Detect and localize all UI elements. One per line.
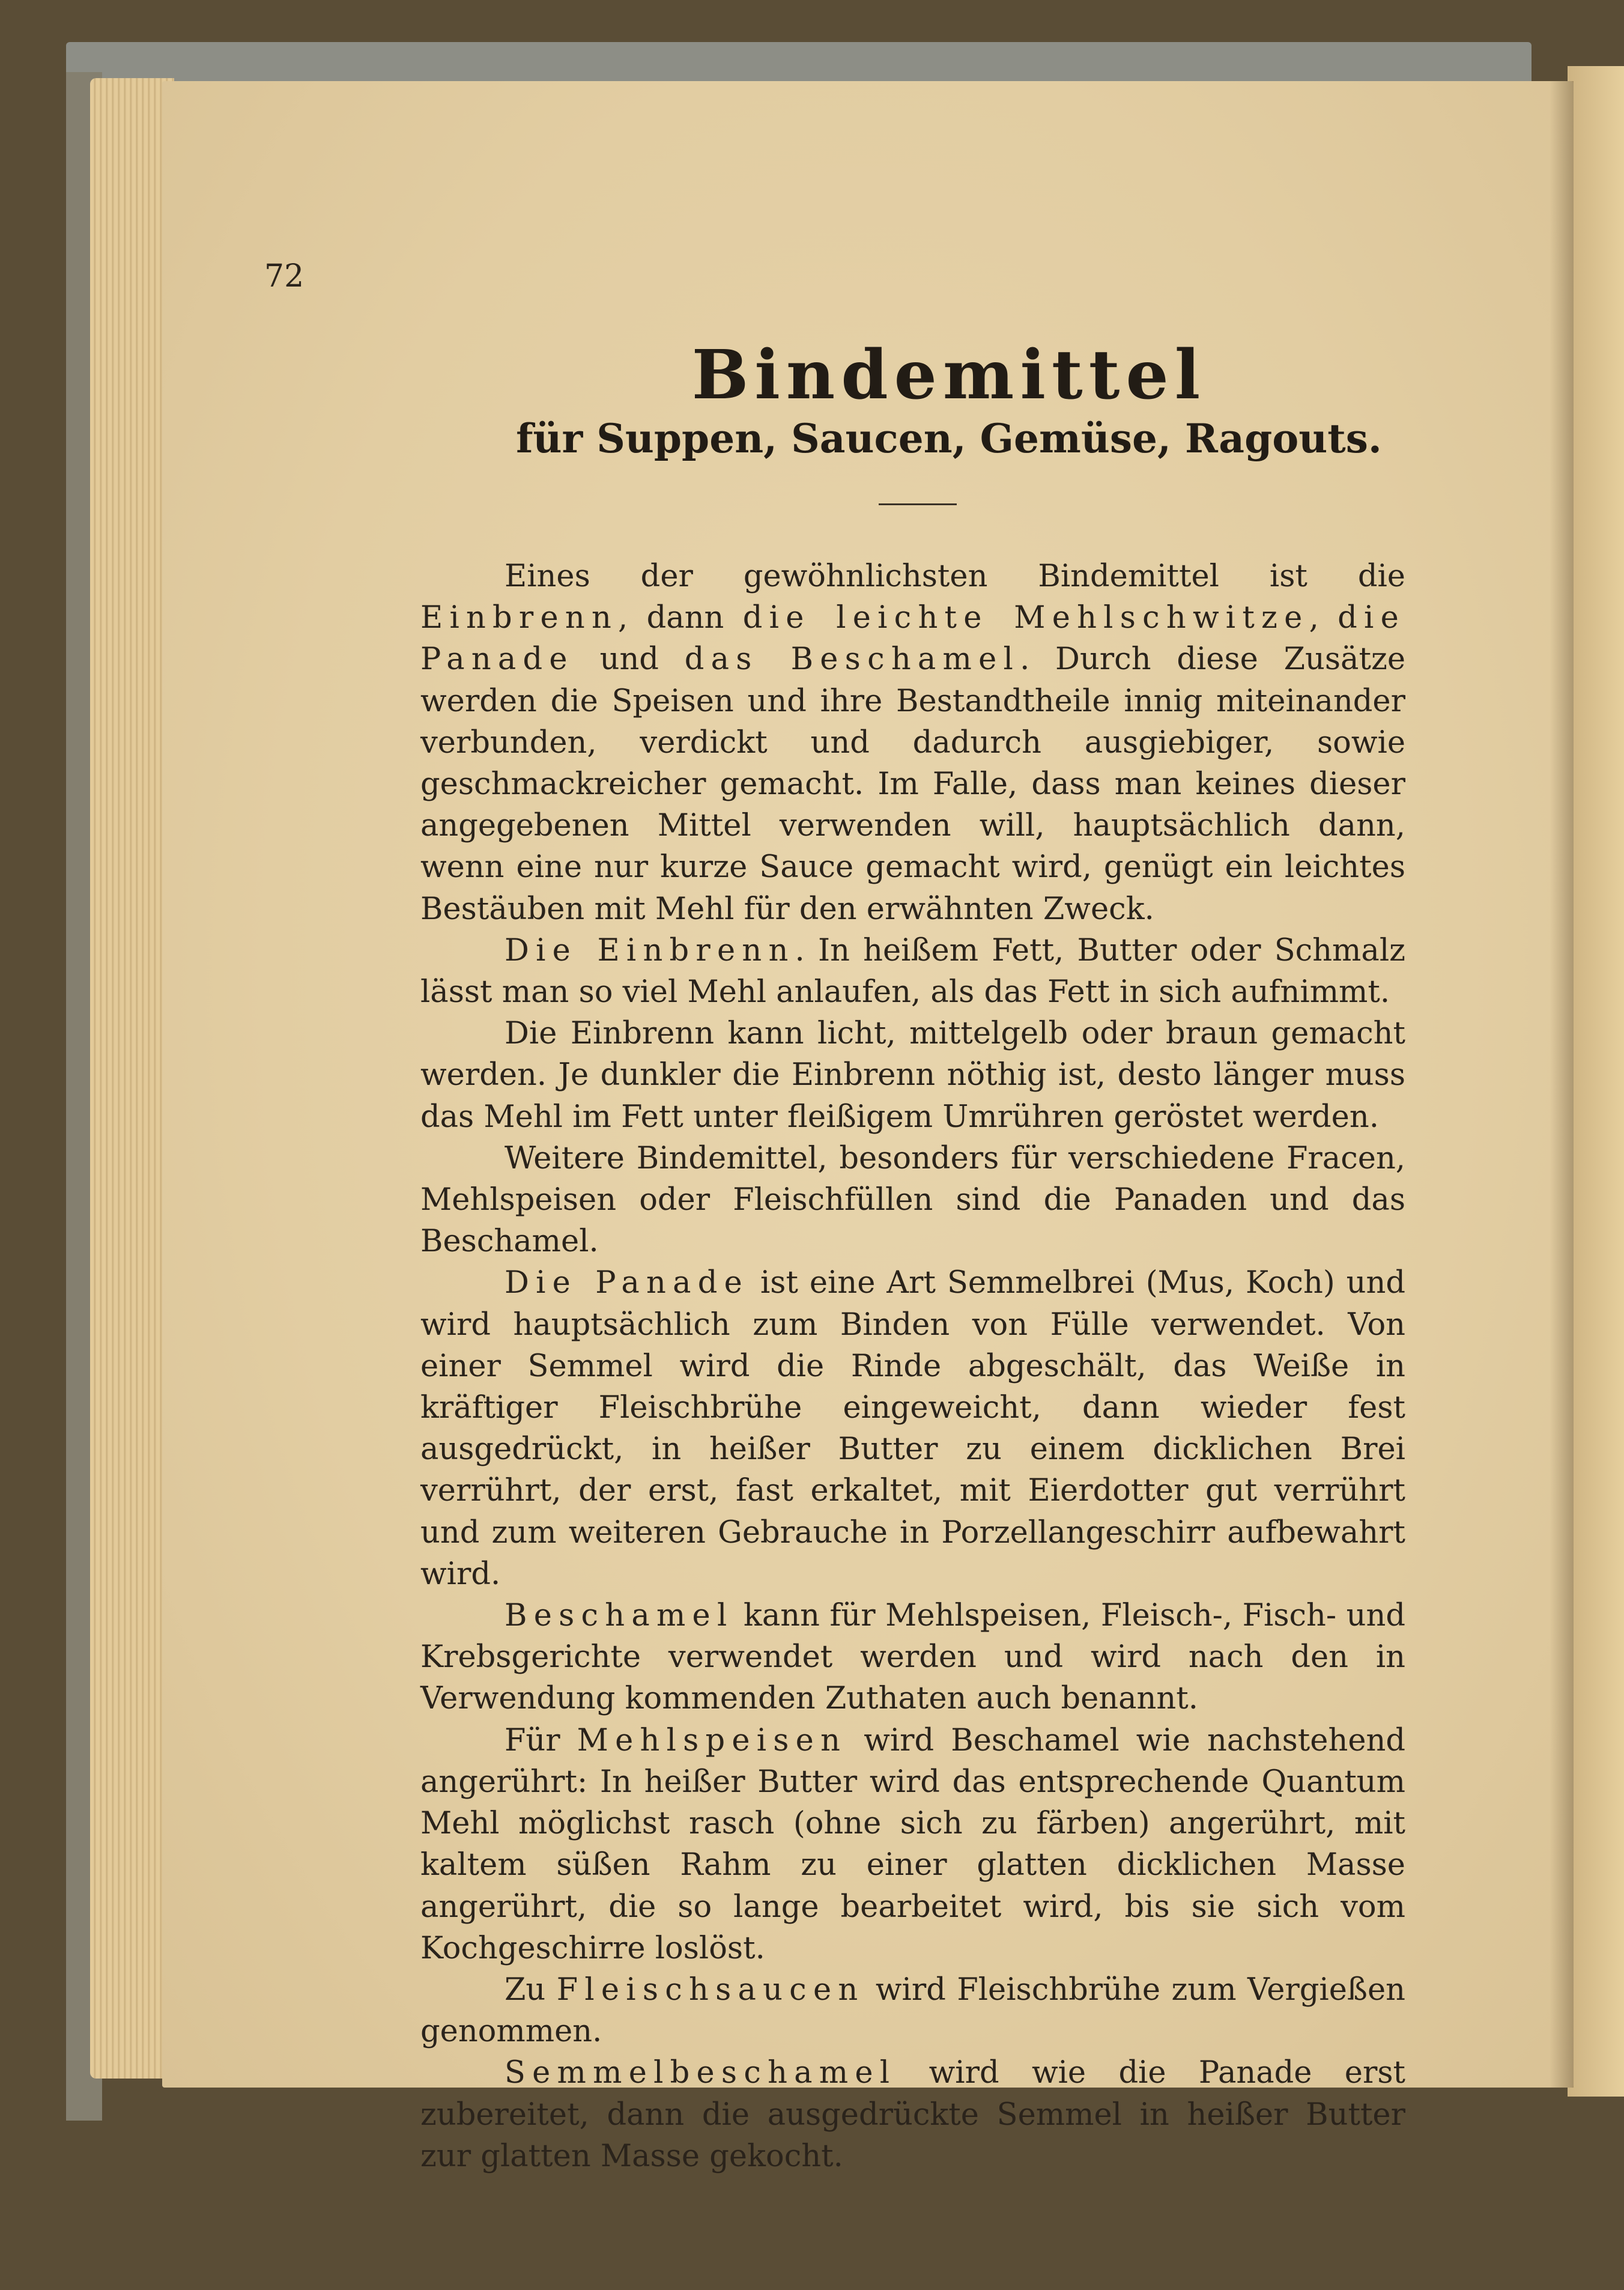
chapter-subtitle: für Suppen, Saucen, Gemüse, Ragouts. xyxy=(516,415,1382,462)
spaced-term: Die Panade xyxy=(504,1265,750,1301)
page-number: 72 xyxy=(264,258,304,294)
spaced-term: Fleischsaucen xyxy=(556,1972,865,2008)
chapter-title: Bindemittel xyxy=(691,336,1207,415)
facing-page-edge xyxy=(1568,66,1624,2097)
gutter-shadow xyxy=(1550,81,1574,2088)
paragraph-text: Eines der gewöhnlichsten Bindemittel ist die xyxy=(504,559,1405,594)
body-text xyxy=(420,556,1405,2177)
spaced-term: die Panade xyxy=(420,600,1405,678)
title-divider xyxy=(879,503,957,505)
paragraph-text: ist eine Art Semmelbrei (Mus, Koch) und wird hauptsächlich zum Binden von Fülle verwendet. Von einer Semmel wird die Rinde abgeschält, das Weiße in kräftiger Fleischbrühe eingeweicht, dann wieder fest ausgedrückt, in heißer Butter zu einem dicklichen Brei verrührt, der erst, fast erkaltet, mit Eierdotter gut verrührt und zum weiteren Gebrauche in Porzellangeschirr aufbewahrt wird. xyxy=(420,1265,1405,1592)
paragraph-text: . Durch diese Zusätze werden die Speisen und ihre Bestandtheile innig miteinander verbunden, verdickt und dadurch ausgiebiger, sowie geschmackreicher gemacht. Im Falle, dass man keines dieser angegebenen Mittel verwenden will, hauptsächlich dann, wenn eine nur kurze Sauce gemacht wird, genügt ein leichtes Bestäuben mit Mehl für den erwähnten Zweck. xyxy=(420,642,1406,927)
paragraph-text: wird wie die Panade erst zubereitet, dann die ausgedrückte Semmel in heißer Butter zur glatten Masse gekocht. xyxy=(420,2055,1405,2174)
paragraph-text: wird Fleischbrühe zum Vergießen genommen. xyxy=(420,1972,1406,2050)
paragraph xyxy=(420,1969,1405,2052)
spaced-term: Einbrenn xyxy=(420,600,619,636)
paragraph xyxy=(420,1262,1405,1595)
paragraph-text: . In heißem Fett, Butter oder Schmalz lässt man so viel Mehl anlaufen, als das Fett in sich aufnimmt. xyxy=(420,932,1405,1010)
paragraph-text: Für xyxy=(504,1722,577,1758)
paragraph-text: Weitere Bindemittel, besonders für verschiedene Fracen, Mehlspeisen oder Fleischfüllen sind die Panaden und das Beschamel. xyxy=(420,1140,1405,1260)
paragraph-text: , dann xyxy=(618,600,743,636)
spaced-term: Beschamel xyxy=(504,1598,734,1634)
spaced-term: Mehlspeisen xyxy=(577,1722,847,1758)
paragraph xyxy=(420,1720,1405,1969)
spaced-term: Die Einbrenn xyxy=(504,932,795,968)
paragraph xyxy=(420,1138,1405,1263)
paragraph xyxy=(420,930,1405,1013)
paragraph-text: Die Einbrenn kann licht, mittelgelb oder braun gemacht werden. Je dunkler die Einbrenn nöthig ist, desto länger muss das Mehl im Fett unter fleißigem Umrühren geröstet werden. xyxy=(420,1016,1405,1135)
paragraph-text: wird Beschamel wie nachstehend angerührt: In heißer Butter wird das entsprechende Quantum Mehl möglichst rasch (ohne sich zu färben) angerührt, mit kaltem süßen Rahm zu einer glatten dicklichen Masse angerührt, die so lange bearbeitet wird, bis sie sich vom Kochgeschirre loslöst. xyxy=(420,1722,1405,1966)
spaced-term: Semmelbeschamel xyxy=(504,2055,897,2091)
paragraph xyxy=(420,2052,1405,2177)
paragraph-text: , xyxy=(1309,600,1338,636)
paragraph xyxy=(420,556,1405,930)
paragraph xyxy=(420,1595,1405,1720)
paragraph-text: Zu xyxy=(504,1972,557,2008)
paragraph-text: und xyxy=(574,642,685,678)
spaced-term: die leichte Mehlschwitze xyxy=(742,600,1309,636)
spaced-term: das Beschamel xyxy=(684,642,1020,678)
paragraph-text: kann für Mehlspeisen, Fleisch-, Fisch- und Krebsgerichte verwendet werden und wird nach den in Verwendung kommenden Zuthaten auch benannt. xyxy=(420,1598,1405,1717)
page-edges xyxy=(90,78,174,2079)
paragraph xyxy=(420,1013,1405,1138)
